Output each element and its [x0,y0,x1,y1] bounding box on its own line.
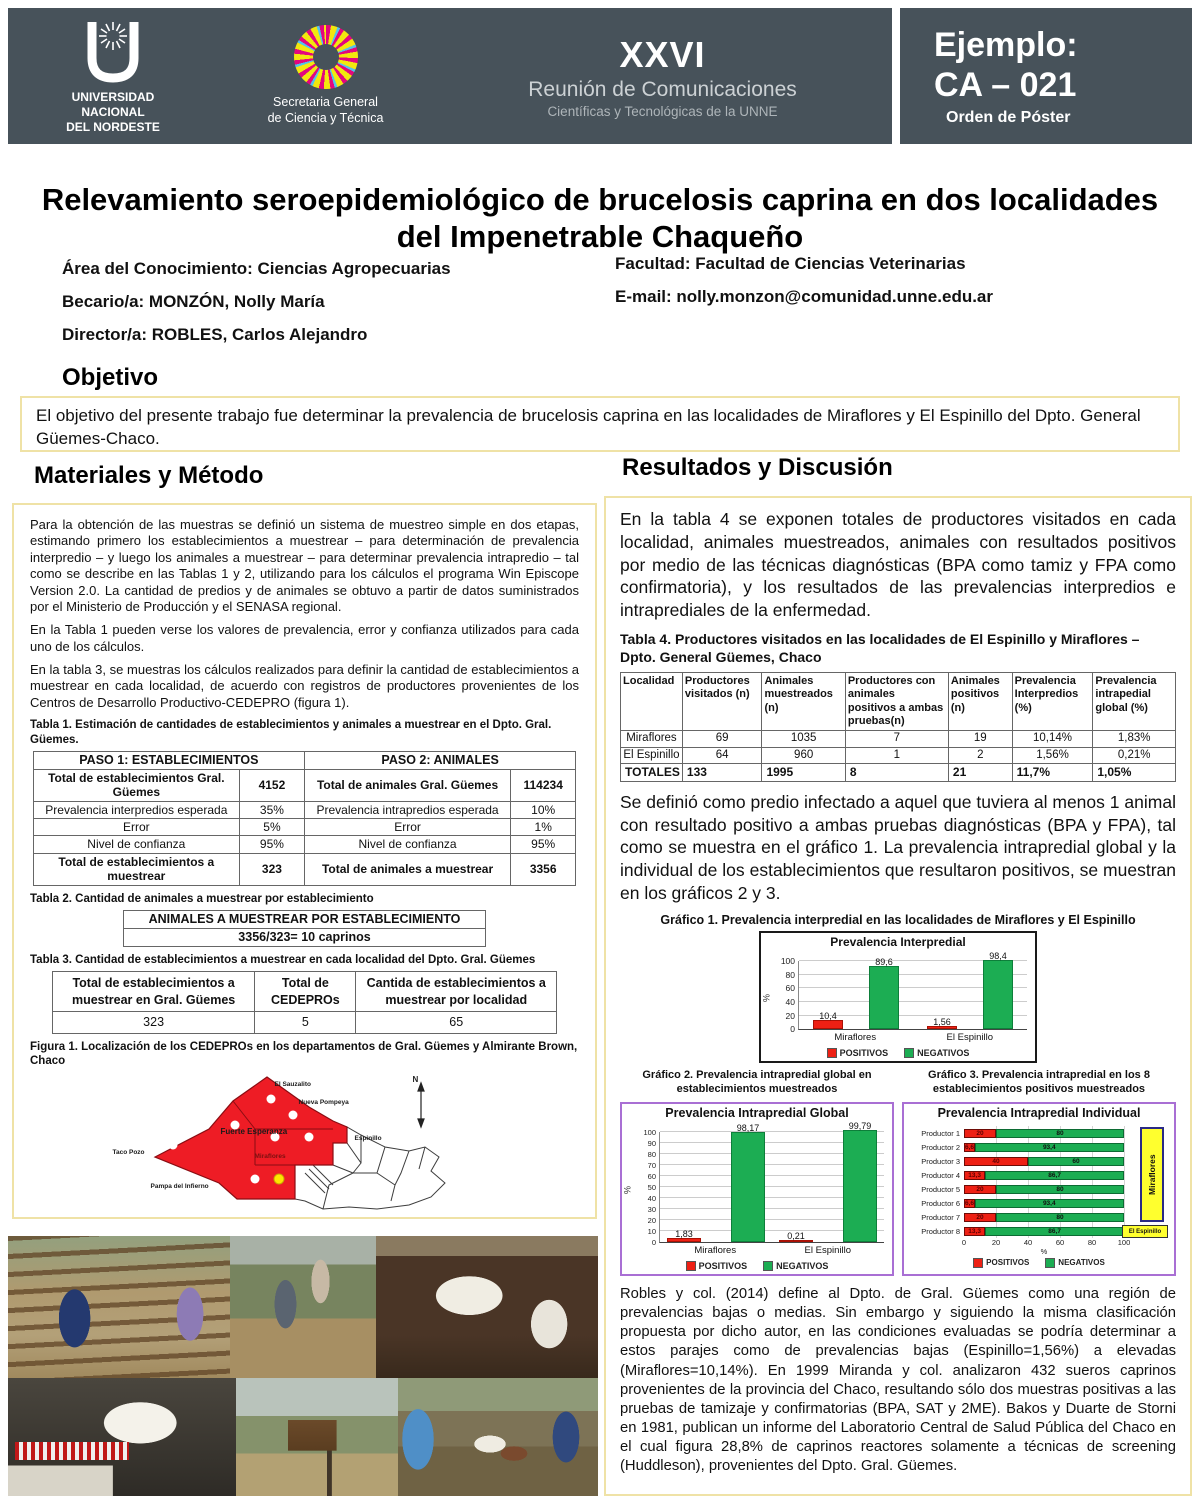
poster-id-badge [900,8,1192,144]
bar-slot [927,961,957,1029]
tabla4-total-cell: 11,7% [1012,764,1093,781]
y-axis-label: % [761,994,772,1003]
bar-negativos [983,960,1013,1029]
legend-item [827,1048,889,1058]
objetivo-heading: Objetivo [62,364,159,391]
meta-email: E-mail: nolly.monzon@comunidad.unne.edu.ar [615,287,994,306]
resultados-heading: Resultados y Discusión [622,454,893,481]
sgcyt-logo [218,25,433,126]
x-category-label: El Espinillo [804,1245,851,1257]
sgcyt-line1: Secretaria General [273,95,378,110]
sgcyt-line2: de Ciencia y Técnica [267,111,384,125]
map-place-label: El Sauzalito [274,1080,311,1088]
segment-value-label: 80 [1056,1129,1064,1137]
legend-label: POSITIVOS [839,1048,889,1059]
tabla4-cell: Miraflores [621,730,683,747]
bar-track [964,1171,1124,1180]
segment-value-label: 80 [1056,1185,1064,1193]
segment-negativos [985,1171,1124,1180]
unne-line2: NACIONAL [81,104,145,119]
tabla4-header: Prevalencia intrapedial global (%) [1093,673,1176,731]
segment-negativos [996,1213,1124,1222]
y-tick-label: 30 [647,1205,656,1215]
tabla3-caption: Tabla 3. Cantidad de establecimientos a muestrear en cada localidad del Dpto. Gral. Güemes [30,953,536,966]
bar-slot [843,1121,877,1242]
photo-cedepro-sign [236,1378,398,1496]
bar-positivos [813,1020,843,1029]
tabla4-total-cell: 1995 [762,764,845,781]
resultados-final-paragraph: Robles y col. (2014) define al Dpto. de Gral. Güemes como una región de prevalencias bajas o medias. Sin embargo y siguiendo la misma clasificación propuesta por dicho autor, en las condiciones evaluadas se podría determinar a estos parajes como de prevalencias bajas (Espinillo=1,56%) a elevadas (Miraflores=10,14%). En 1999 Miranda y col. analizaron 432 sueros caprinos provenientes de la provincia del Chaco, resultando sólo dos muestras positivas a las pruebas de tamizaje y confirmatorias (BPA, SAT y 2ME). Bakos y Duarte de Storni en 1981, publican un informe del Laboratorio Central de Salud Pública del Chaco en el cual figura 28,8% de caprinos reactores solamente a técnicas de screening (Huddleson), provenientes del Dpto. Gral. Güemes. [620,1286,1176,1474]
unne-line3: DEL NORDESTE [66,119,160,134]
chart-legend [761,1045,1035,1061]
materiales-heading: Materiales y Método [34,462,264,489]
sgcyt-name [268,95,384,126]
x-tick-label: 40 [1023,1238,1033,1248]
row-label: Productor 1 [921,1128,960,1138]
segment-value-label: 60 [1072,1157,1080,1165]
tabla1-cell: 5% [239,819,304,836]
segment-positivos [964,1199,975,1208]
bar-value-label: 1,83 [675,1229,693,1240]
x-tick-label: 60 [1055,1238,1065,1248]
tabla1-cell: 323 [239,853,304,885]
bar-value-label: 98,4 [989,951,1007,962]
bar-value-label: 0,21 [787,1231,805,1242]
grafico2-column [620,1069,894,1276]
row-label: Productor 4 [921,1170,960,1180]
tabla3-value: 65 [356,1011,557,1033]
highlight-dot [274,1174,284,1184]
tabla4-total-cell: 21 [948,764,1012,781]
legend-item [973,1258,1029,1268]
poster-title: Relevamiento seroepidemiológico de brucelosis caprina en dos localidades del Impenetrable Chaqueño [41,181,1159,254]
tabla4-cell: 2 [948,747,1012,764]
tabla1-cell: 95% [511,836,576,853]
segment-value-label: 6,6 [965,1143,975,1151]
grafico2-chart [620,1102,894,1276]
x-category-label: Miraflores [834,1032,877,1044]
x-tick-label: 20 [991,1238,1001,1248]
segment-negativos [996,1185,1124,1194]
tabla1-cell: 95% [239,836,304,853]
photo-goat-sampling-corral [8,1236,230,1378]
bar-negativos [869,966,899,1029]
bar-value-label: 89,6 [875,957,893,968]
segment-value-label: 80 [1056,1213,1064,1221]
legend-swatch [763,1261,773,1271]
event-numeral: XXVI [619,33,706,75]
segment-positivos [964,1227,985,1236]
legend-item [1045,1258,1105,1268]
y-tick-label: 20 [785,1010,795,1021]
meta-becario: Becario/a: MONZÓN, Nolly María [62,292,325,311]
y-tick-label: 0 [651,1238,656,1248]
map-place-label: Espinillo [354,1134,382,1142]
chart-legend [622,1258,892,1274]
tabla4 [620,672,1176,782]
legend-item [686,1261,748,1271]
figura1-map [109,1073,501,1211]
row-label: Productor 6 [921,1198,960,1208]
y-axis-label: % [622,1186,633,1195]
tabla1-cell: Total de establecimientos a muestrear [33,853,239,885]
bar-group [660,1123,772,1242]
segment-value-label: 20 [976,1185,984,1193]
tabla4-header: Animales positivos (n) [948,673,1012,731]
tabla4-total-cell: 1,05% [1093,764,1176,781]
bar-row [906,1126,1124,1140]
tabla1-cell: Prevalencia intrapredios esperada [304,801,510,818]
segment-value-label: 13,3 [968,1227,981,1235]
segment-value-label: 93,4 [1042,1143,1056,1151]
bar-row [906,1154,1124,1168]
y-tick-label: 0 [790,1024,795,1035]
legend-label: POSITIVOS [986,1258,1030,1268]
bar-group [772,1121,884,1242]
grafico3-caption: Gráfico 3. Prevalencia intrapredial en los 8 establecimientos positivos muestreados [928,1069,1150,1095]
y-tick-label: 20 [647,1216,656,1226]
y-tick-label: 60 [647,1172,656,1182]
event-line2: Científicas y Tecnológicas de la UNNE [547,103,778,119]
bar-row [906,1182,1124,1196]
bar-slot [667,1132,701,1242]
y-tick-label: 90 [647,1139,656,1149]
chart-title: Prevalencia Interpredial [830,935,966,950]
bar-row [906,1196,1124,1210]
segment-negativos [1028,1157,1124,1166]
tabla3 [52,971,557,1034]
map-place-label: Miraflores [254,1152,286,1160]
badge-subtitle: Orden de Póster [946,109,1071,127]
bar-slot [813,961,843,1029]
tabla1-cell: Error [304,819,510,836]
bar-value-label: 98,17 [736,1123,760,1134]
segment-positivos [964,1185,996,1194]
tabla1-cell: 1% [511,819,576,836]
header-bar [8,8,892,144]
tabla3-header: Total de establecimientos a muestrear en Gral. Güemes [52,972,254,1012]
row-label: Productor 7 [921,1212,960,1222]
tabla4-cell: 19 [948,730,1012,747]
tabla4-cell: 1,83% [1093,730,1176,747]
legend-swatch [827,1048,837,1058]
segment-positivos [964,1129,996,1138]
grafico1-chart [759,931,1037,1063]
meta-left [62,260,451,359]
bar-negativos [843,1130,877,1242]
bar-track [964,1129,1124,1138]
bar-row [906,1140,1124,1154]
tabla2-caption: Tabla 2. Cantidad de animales a muestrear por establecimiento [30,892,374,905]
tabla3-header: Cantida de establecimientos a muestrear por localidad [356,972,557,1012]
tabla4-cell: 1 [845,747,948,764]
bar-slot [869,957,899,1029]
photo-goats-in-barn [376,1236,598,1378]
tabla4-cell: 64 [682,747,762,764]
grafico3-chart [902,1102,1176,1276]
row-label: Productor 2 [921,1142,960,1152]
tabla1-cell: Nivel de confianza [304,836,510,853]
segment-negativos [975,1143,1124,1152]
tabla4-header: Animales muestreados (n) [762,673,845,731]
legend-label: NEGATIVOS [776,1261,829,1272]
objetivo-text: El objetivo del presente trabajo fue determinar la prevalencia de brucelosis caprina en las localidades de Miraflores y El Espinillo del Dpto. General Güemes-Chaco. [36,406,1141,448]
bar-value-label: 99,79 [848,1121,872,1132]
bar-track [964,1213,1124,1222]
row-label: Productor 3 [921,1156,960,1166]
plot-area [643,1121,884,1248]
plot-area [906,1126,1168,1238]
meta-director: Director/a: ROBLES, Carlos Alejandro [62,325,368,344]
y-tick-label: 10 [647,1227,656,1237]
chart-title: Prevalencia Intrapredial Individual [937,1106,1141,1121]
segment-negativos [996,1129,1124,1138]
segment-value-label: 86,7 [1048,1171,1061,1179]
tabla1-cell: 35% [239,801,304,818]
y-tick-label: 100 [780,956,795,967]
map-place-label: Pampa del Infierno [150,1182,209,1190]
y-tick-label: 50 [647,1183,656,1193]
tabla1-cell: 4152 [239,769,304,801]
tabla1-cell: Error [33,819,239,836]
y-tick-label: 100 [643,1128,656,1138]
x-axis-ticks [961,1238,1131,1248]
tabla1-cell: Total de animales Gral. Güemes [304,769,510,801]
segment-value-label: 40 [992,1157,1000,1165]
event-line1: Reunión de Comunicaciones [528,77,797,101]
bar-track [964,1199,1124,1208]
bar-row [906,1224,1124,1238]
meta-area: Área del Conocimiento: Ciencias Agropecuarias [62,259,451,278]
segment-positivos [964,1157,1028,1166]
y-tick-label: 80 [647,1150,656,1160]
tabla4-header: Productores visitados (n) [682,673,762,731]
y-tick-label: 80 [785,969,795,980]
legend-swatch [973,1258,983,1268]
tabla3-value: 323 [52,1011,254,1033]
tabla1-header: PASO 2: ANIMALES [304,751,575,769]
segment-value-label: 20 [976,1213,984,1221]
tabla1-cell: 3356 [511,853,576,885]
legend-item [763,1261,828,1271]
tabla4-caption: Tabla 4. Productores visitados en las localidades de El Espinillo y Miraflores – Dpto. General Güemes, Chaco [620,630,1140,665]
sgcyt-donut-icon [294,25,358,89]
badge-label: Ejemplo: [934,25,1078,64]
tabla2 [123,910,485,947]
tabla4-header: Prevalencia Interpredios (%) [1012,673,1093,731]
x-axis-label: % [1040,1247,1048,1257]
tabla4-cell: 0,21% [1093,747,1176,764]
bar-value-label: 10,4 [819,1011,837,1022]
tabla4-total-cell: 133 [682,764,762,781]
tabla1-cell: 114234 [511,769,576,801]
tabla4-cell: 1,56% [1012,747,1093,764]
field-photo-collage [8,1236,598,1496]
tabla1-cell: Total de establecimientos Gral. Güemes [33,769,239,801]
map-north-label: N [412,1074,419,1084]
tabla4-cell: 10,14% [1012,730,1093,747]
legend-label: POSITIVOS [698,1261,748,1272]
badge-code: CA – 021 [934,66,1077,104]
charts-row [620,1069,1176,1276]
segment-value-label: 93,4 [1042,1199,1056,1207]
x-tick-label: 100 [1117,1238,1131,1248]
x-category-label: El Espinillo [946,1032,993,1044]
materiales-paragraph-1: Para la obtención de las muestras se definió un sistema de muestreo simple en dos etapas, estimando primero los establecimientos a muestrear – para determinación de prevalencia interpredio – y luego los animales a muestrear – para determinar prevalencia intrapredio – tal como se describe en las Tablas 1 y 2, utilizando para los cálculos el programa Win Episcope Version 2.0. La cantidad de predios y de animales se obtuvo a partir de datos suministrados por el Ministerio de Producción y el SENASA regional. [30,517,579,614]
objetivo-box [20,396,1180,452]
row-label: Productor 8 [921,1226,960,1236]
bar-value-label: 1,56 [933,1017,951,1028]
y-tick-label: 70 [647,1161,656,1171]
legend-label: NEGATIVOS [917,1048,970,1059]
tabla4-header: Productores con animales positivos a ambas pruebas(n) [845,673,948,731]
plot-area [780,951,1027,1035]
tabla3-header: Total de CEDEPROs [255,972,356,1012]
unne-u-sun-icon [78,18,148,84]
unne-line1: UNIVERSIDAD [71,89,155,104]
legend-swatch [686,1261,696,1271]
bar-slot [731,1123,765,1242]
grafico1-caption: Gráfico 1. Prevalencia interpredial en las localidades de Miraflores y El Espinillo [660,912,1136,927]
photo-goat-blood-tubes [8,1378,236,1496]
tabla1-cell: Prevalencia interpredios esperada [33,801,239,818]
bar-negativos [731,1132,765,1242]
map-place-label: Nueva Pompeya [298,1098,349,1106]
materiales-box [12,503,597,1219]
tabla4-cell: 960 [762,747,845,764]
bar-group [799,957,913,1029]
segment-value-label: 13,3 [968,1171,981,1179]
map-place-label: Taco Pozo [112,1148,145,1156]
materiales-paragraph-3: En la tabla 3, se muestras los cálculos realizados para definir la cantidad de establecimientos a muestrear en cada localidad, de acuerdo con registros de productores provenientes de los Centros de Desarrollo Productivo-CEDEPRO (figura 1). [30,662,579,710]
resultados-box [604,496,1192,1496]
resultados-paragraph-1: En la tabla 4 se exponen totales de productores visitados en cada localidad, animales muestreados, animales con resultados positivos por medio de las técnicas diagnósticas (BPA como tamiz y FPA como confirmatoria), y los resultados de las prevalencias interpredios e intraprediales de la enfermedad. [620,509,1176,620]
legend-swatch [904,1048,914,1058]
row-label: Productor 5 [921,1184,960,1194]
tabla4-cell: El Espinillo [621,747,683,764]
segment-positivos [964,1143,975,1152]
bar-row [906,1210,1124,1224]
bar-track [964,1143,1124,1152]
segment-value-label: 6,6 [965,1199,975,1207]
y-tick-label: 40 [647,1194,656,1204]
photo-sampling-outdoors [230,1236,376,1378]
tabla4-cell: 1035 [762,730,845,747]
event-title-block [433,34,892,119]
legend-label: NEGATIVOS [1058,1258,1105,1268]
chart-title: Prevalencia Intrapredial Global [665,1106,849,1121]
bar-slot [983,951,1013,1029]
bar-track [964,1157,1124,1166]
tabla3-value: 5 [255,1011,356,1033]
tabla4-cell: 69 [682,730,762,747]
legend-item [904,1048,969,1058]
segment-positivos [964,1213,996,1222]
segment-value-label: 86,7 [1048,1227,1061,1235]
x-tick-label: 80 [1087,1238,1097,1248]
meta-facultad: Facultad: Facultad de Ciencias Veterinarias [615,254,966,273]
annotation-el-espinillo: El Espinillo [1122,1225,1168,1238]
bar-row [906,1168,1124,1182]
bar-track [964,1227,1124,1236]
tabla1-caption: Tabla 1. Estimación de cantidades de establecimientos y animales a muestrear en el Dpto. Gral. Güemes. [30,719,552,746]
x-tick-label: 0 [961,1238,967,1248]
map-place-label: Fuerte Esperanza [220,1126,288,1136]
grafico3-column [902,1069,1176,1276]
segment-value-label: 20 [976,1129,984,1137]
legend-swatch [1045,1258,1055,1268]
resultados-paragraph-2: Se definió como predio infectado a aquel que tuviera al menos 1 animal con resultado positivo a ambas pruebas diagnósticas (BPA y FPA), tal como se muestra en el gráfico 1. La prevalencia intrapredial global y la individual de los establecimientos que resultaron positivos, se muestran en los gráficos 2 y 3. [620,791,1176,903]
annotation-miraflores: Miraflores [1140,1127,1164,1222]
tabla4-header: Localidad [621,673,683,731]
bar-slot [779,1132,813,1242]
unne-logo [8,18,218,135]
bar-group [913,951,1027,1029]
y-tick-label: 60 [785,983,795,994]
unne-name [66,90,160,135]
tabla4-total-cell: 8 [845,764,948,781]
chart-legend [904,1256,1174,1269]
tabla2-row2: 3356/323= 10 caprinos [124,928,485,946]
chart-main [761,951,1035,1045]
tabla4-total-cell: TOTALES [621,764,683,781]
segment-negativos [985,1227,1124,1236]
segment-negativos [975,1199,1124,1208]
grafico2-caption: Gráfico 2. Prevalencia intrapredial global en establecimientos muestreados [642,1069,872,1095]
segment-positivos [964,1171,985,1180]
chart-main [622,1122,892,1258]
tabla1-cell: 10% [511,801,576,818]
meta-right [615,255,993,321]
tabla1 [33,751,577,886]
chaco-map-graphic [109,1073,501,1211]
materiales-paragraph-2: En la Tabla 1 pueden verse los valores de prevalencia, error y confianza utilizados para cada uno de los cálculos. [30,622,579,654]
y-tick-label: 40 [785,997,795,1008]
tabla4-cell: 7 [845,730,948,747]
tabla1-header: PASO 1: ESTABLECIMIENTOS [33,751,304,769]
bar-track [964,1185,1124,1194]
figura1-caption: Figura 1. Localización de los CEDEPROs en los departamentos de Gral. Güemes y Almirante Brown, Chaco [30,1040,578,1068]
photo-goat-handling [398,1378,598,1496]
x-category-label: Miraflores [694,1245,737,1257]
tabla2-row1: ANIMALES A MUESTREAR POR ESTABLECIMIENTO [124,910,485,928]
tabla1-cell: Nivel de confianza [33,836,239,853]
tabla1-cell: Total de animales a muestrear [304,853,510,885]
